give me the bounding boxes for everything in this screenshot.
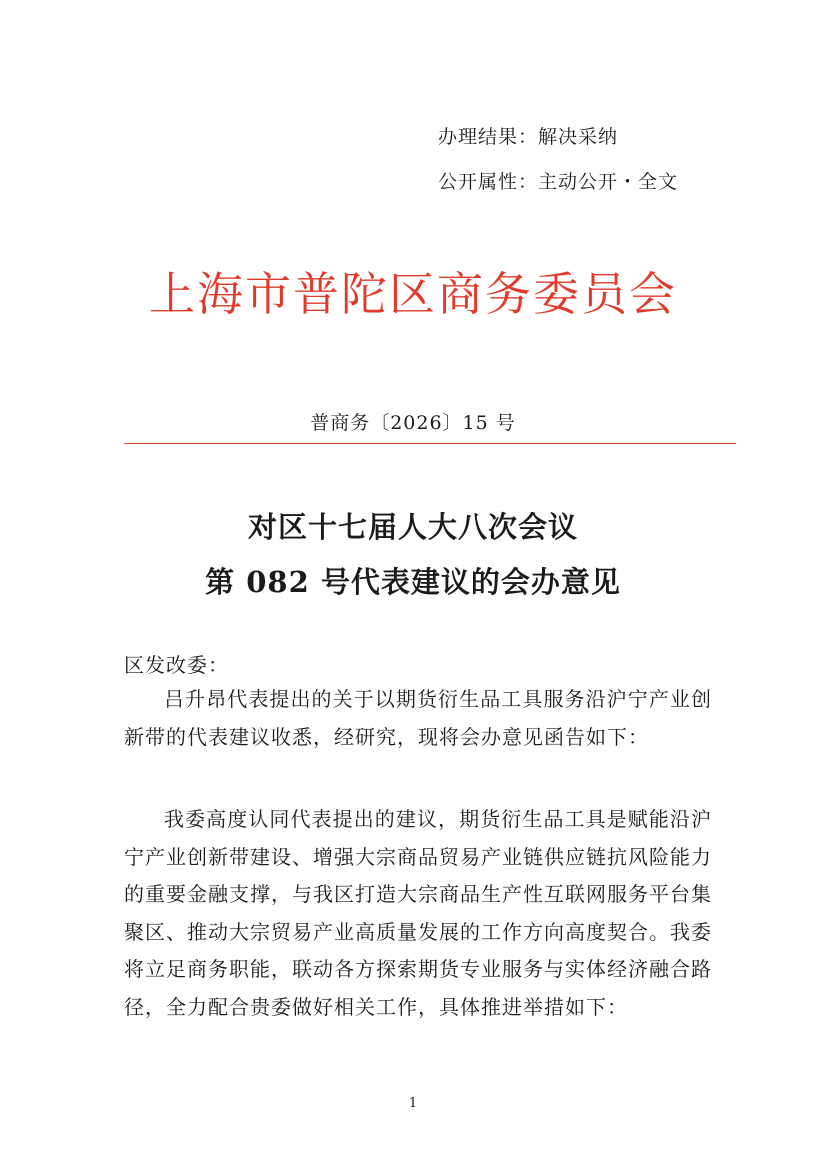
- disclosure-attribute: 公开属性：主动公开・全文: [438, 171, 679, 193]
- issuing-organization-header: 上海市普陀区商务委员会: [149, 267, 677, 321]
- handling-result: 办理结果：解决采纳: [438, 126, 619, 148]
- body-paragraph-2: 我委高度认同代表提出的建议，期货衍生品工具是赋能沿沪宁产业创新带建设、增强大宗商品贸易产业链供应链抗风险能力的重要金融支撑，与我区打造大宗商品生产性互联网服务平台集聚区、推动大宗贸易产业高质量发展的工作方向高度契合。我委将立足商务职能，联动各方探索期货专业服务与实体经济融合路径，全力配合贵委做好相关工作，具体推进举措如下：: [124, 807, 712, 1019]
- body-paragraph-1: 吕升昂代表提出的关于以期货衍生品工具服务沿沪宁产业创新带的代表建议收悉，经研究，现将会办意见函告如下：: [124, 687, 712, 749]
- document-number: 普商务〔2026〕15 号: [310, 412, 516, 434]
- recipient-salutation: 区发改委：: [124, 653, 229, 677]
- document-title-line-2: 第 082 号代表建议的会办意见: [205, 565, 621, 599]
- red-separator-line: [124, 443, 736, 444]
- page-number: 1: [408, 1096, 418, 1111]
- document-title-line-1: 对区十七届人大八次会议: [247, 510, 578, 544]
